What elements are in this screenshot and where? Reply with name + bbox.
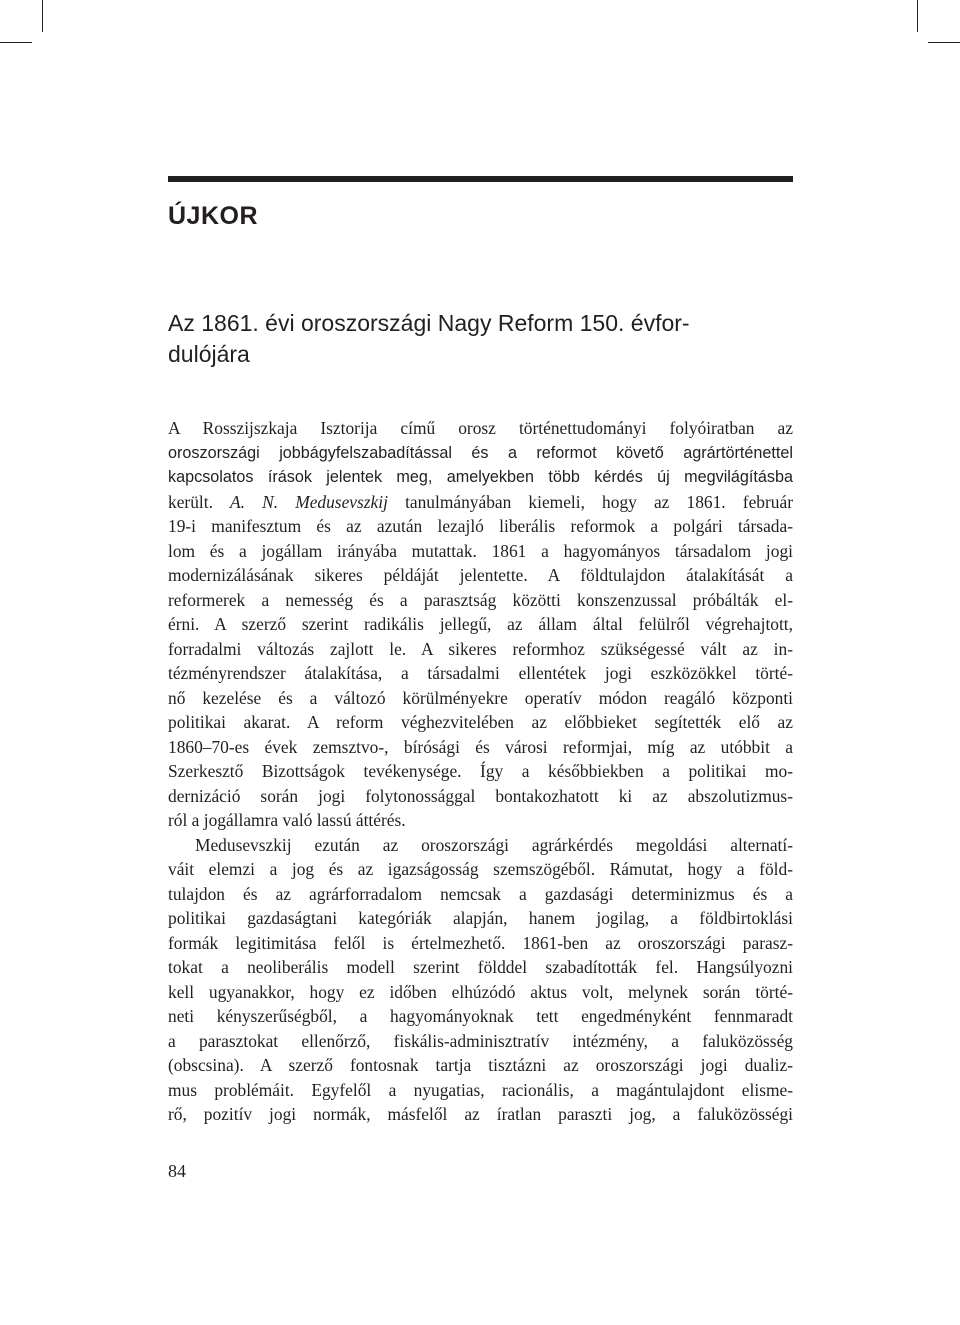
body-line bbox=[168, 661, 793, 686]
text-segment: mus problémáit. Egyfelől a nyugatias, racionális, a magántulajdont elisme- bbox=[168, 1079, 793, 1100]
section-rule bbox=[168, 176, 793, 182]
crop-mark bbox=[928, 42, 960, 43]
text-segment: váit elemzi a jog és az igazságosság szemszögéből. Rámutat, hogy a föld- bbox=[168, 859, 793, 879]
body-line bbox=[168, 686, 793, 711]
body-line bbox=[168, 441, 793, 466]
body-line bbox=[168, 1102, 793, 1127]
text-segment: rő, pozitív jogi normák, másfelől az íratlan paraszti jog, a faluközösségi bbox=[168, 1104, 793, 1124]
body-line bbox=[168, 955, 793, 980]
text-segment: modernizálásának sikeres példáját jelentette. A földtulajdon átalakítását a bbox=[168, 565, 793, 585]
body-line bbox=[168, 539, 793, 564]
page-number: 84 bbox=[168, 1161, 186, 1181]
body-line bbox=[168, 735, 793, 760]
text-segment: tulajdon és az agrárforradalom nemcsak a gazdasági determinizmus és a bbox=[168, 883, 793, 904]
body-line bbox=[168, 1029, 793, 1054]
text-segment: dernizáció során jogi folytonossággal bontakozhatott ki az abszolutizmus- bbox=[168, 785, 793, 806]
article-title bbox=[168, 308, 793, 370]
author-name: A. N. Medusevszkij bbox=[230, 491, 388, 512]
text-segment: lom és a jogállam irányába mutattak. 1861 a hagyományos társadalom jogi bbox=[168, 540, 793, 561]
text-segment: A Rosszijszkaja Isztorija című orosz történettudományi folyóiratban az bbox=[168, 418, 793, 438]
body-line bbox=[168, 416, 793, 441]
body-line bbox=[168, 465, 793, 490]
text-segment: neti kényszerűségből, a hagyományoknak tett engedményként fennmaradt bbox=[168, 1006, 793, 1026]
body-line bbox=[168, 1004, 793, 1029]
body-line bbox=[168, 931, 793, 956]
text-segment: tanulmányában kiemeli, hogy az 1861. február bbox=[387, 491, 793, 512]
text-segment: Medusevszkij ezután az oroszországi agrárkérdés megoldási alternatí- bbox=[195, 834, 793, 855]
text-segment: 1860–70-es évek zemsztvo-, bírósági és városi reformjai, míg az utóbbit a bbox=[168, 736, 793, 757]
text-segment: 19-i manifesztum és az azután lezajló liberális reformok a polgári társada- bbox=[168, 516, 793, 536]
body-text bbox=[168, 416, 793, 1127]
text-segment: a parasztokat ellenőrző, fiskális-adminisztratív intézmény, a faluközösség bbox=[168, 1030, 793, 1051]
body-line bbox=[168, 784, 793, 809]
body-line bbox=[168, 612, 793, 637]
text-segment: kell ugyanakkor, hogy ez időben elhúzódó aktus volt, melynek során törté- bbox=[168, 981, 793, 1002]
crop-mark bbox=[42, 0, 43, 32]
body-line bbox=[168, 808, 793, 833]
body-line bbox=[168, 882, 793, 907]
text-segment: érni. A szerző szerint radikális jellegű, az állam által felülről végrehajtott, bbox=[168, 614, 793, 634]
text-segment: Szerkesztő Bizottságok tevékenysége. Így a későbbiekben a politikai mo- bbox=[168, 761, 793, 781]
article-title-line: dulójára bbox=[168, 341, 250, 367]
body-line bbox=[168, 833, 793, 858]
body-line bbox=[168, 906, 793, 931]
text-segment: politikai gazdaságtani kategóriák alapján, hanem jogilag, a földbirtoklási bbox=[168, 908, 793, 928]
body-line bbox=[168, 637, 793, 662]
text-segment: ról a jogállamra való lassú áttérés. bbox=[168, 810, 406, 830]
body-line bbox=[168, 588, 793, 613]
crop-mark bbox=[0, 42, 32, 43]
text-segment: politikai akarat. A reform véghezvitelében az előbbieket segítették elő az bbox=[168, 712, 793, 732]
body-line bbox=[168, 710, 793, 735]
section-heading: ÚJKOR bbox=[168, 202, 259, 230]
body-line bbox=[168, 759, 793, 784]
crop-mark bbox=[917, 0, 918, 32]
article-title-line: Az 1861. évi oroszországi Nagy Reform 150. évfor- bbox=[168, 310, 690, 336]
body-line bbox=[168, 563, 793, 588]
body-line bbox=[168, 1053, 793, 1078]
body-line bbox=[168, 857, 793, 882]
text-segment: került. bbox=[168, 491, 231, 512]
body-line bbox=[168, 980, 793, 1005]
text-segment: (obscsina). A szerző fontosnak tartja tisztázni az oroszországi jogi dualiz- bbox=[168, 1055, 793, 1075]
body-line bbox=[168, 514, 793, 539]
text-segment: tézményrendszer átalakítása, a társadalmi ellentétek jogi eszközökkel törté- bbox=[168, 663, 793, 683]
text-segment: kapcsolatos írások jelentek meg, amelyekben több kérdés új megvilágításba bbox=[168, 468, 793, 486]
text-segment: tokat a neoliberális modell szerint földdel szabadították fel. Hangsúlyozni bbox=[168, 957, 793, 977]
body-line bbox=[168, 490, 793, 515]
text-segment: forradalmi változás zajlott le. A sikeres reformhoz szükségessé vált az in- bbox=[168, 638, 793, 659]
body-line bbox=[168, 1078, 793, 1103]
text-segment: nő kezelése és a változó körülményekre operatív módon reagáló központi bbox=[168, 687, 793, 708]
text-segment: formák legitimitása felől is értelmezhető. 1861-ben az oroszországi parasz- bbox=[168, 932, 793, 953]
text-segment: reformerek a nemesség és a parasztság közötti konszenzussal próbálták el- bbox=[168, 589, 793, 610]
text-segment: oroszországi jobbágyfelszabadítással és a reformot követő agrártörténettel bbox=[168, 443, 793, 462]
